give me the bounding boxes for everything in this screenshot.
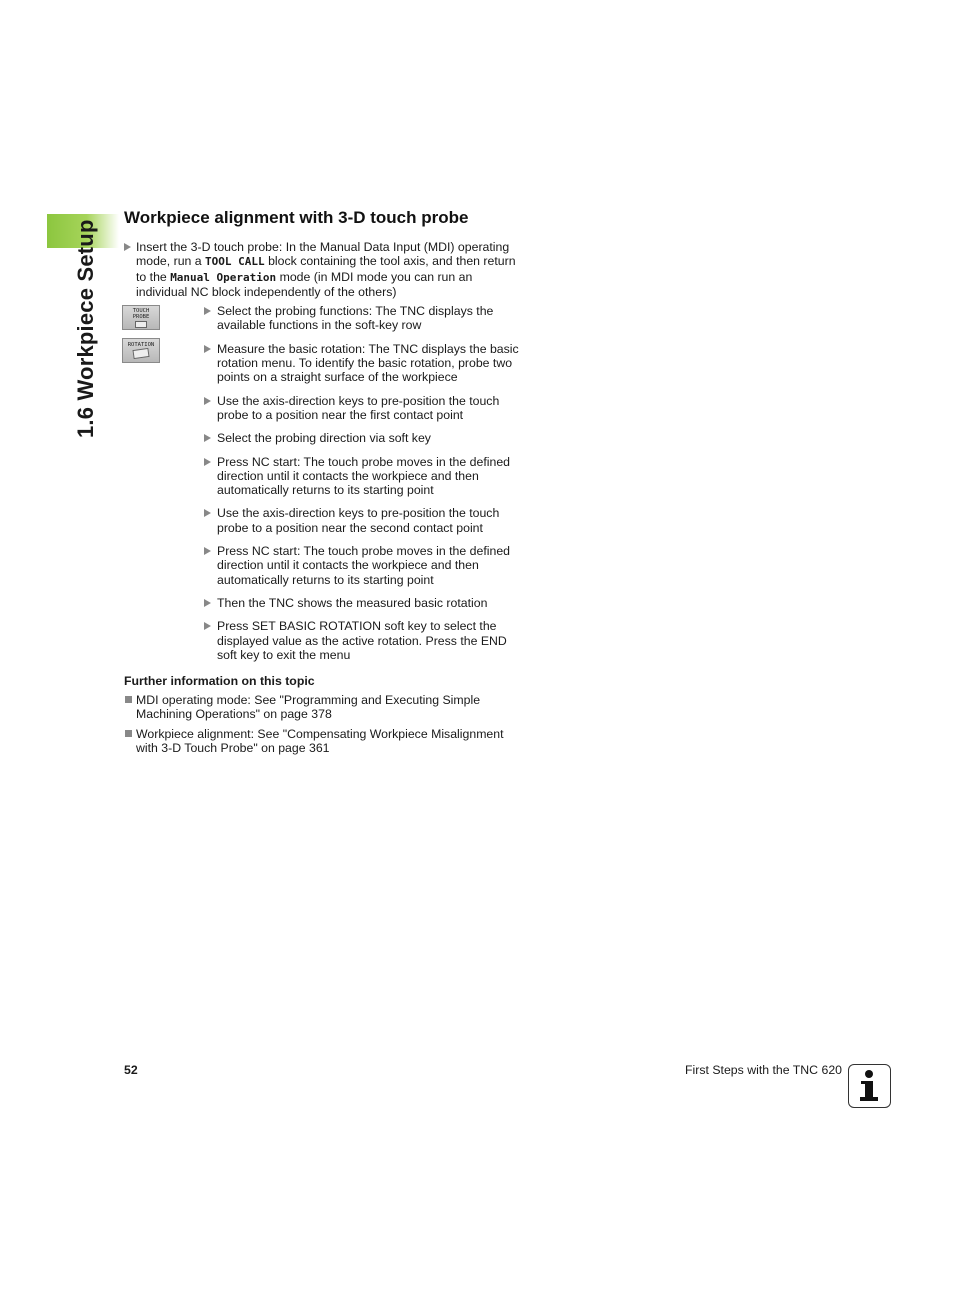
triangle-right-icon bbox=[204, 509, 211, 517]
intro-step: Insert the 3-D touch probe: In the Manual Data Input (MDI) operating mode, run a TOOL CALL block containing the tool axis, and then return to the Manual Operation mode (in MDI mode you can run an individual NC block independently of the others) bbox=[124, 240, 524, 299]
step-item: Use the axis-direction keys to pre-position the touch probe to a position near the first contact point bbox=[204, 394, 524, 423]
page-heading: Workpiece alignment with 3-D touch probe bbox=[124, 208, 469, 227]
square-icon bbox=[125, 730, 132, 737]
step-item: ROTATION Measure the basic rotation: The TNC displays the basic rotation menu. To identify the basic rotation, probe two points on a straight surface of the workpiece bbox=[204, 342, 524, 385]
info-icon bbox=[848, 1064, 891, 1108]
square-icon bbox=[125, 696, 132, 703]
probe-glyph-icon bbox=[135, 321, 147, 328]
triangle-right-icon bbox=[204, 307, 211, 315]
triangle-right-icon bbox=[124, 243, 131, 251]
rotation-glyph-icon bbox=[132, 348, 149, 359]
step-item: Press NC start: The touch probe moves in the defined direction until it contacts the workpiece and then automatically returns to its starting point bbox=[204, 455, 524, 498]
triangle-right-icon bbox=[204, 458, 211, 466]
step-item: Press NC start: The touch probe moves in the defined direction until it contacts the workpiece and then automatically returns to its starting point bbox=[204, 544, 524, 587]
step-item: Press SET BASIC ROTATION soft key to select the displayed value as the active rotation. Press the END soft key to exit the menu bbox=[204, 619, 524, 662]
triangle-right-icon bbox=[204, 599, 211, 607]
step-item: Use the axis-direction keys to pre-position the touch probe to a position near the second contact point bbox=[204, 506, 524, 535]
step-item: TOUCH PROBE Select the probing functions: The TNC displays the available functions in the soft-key row bbox=[204, 304, 524, 333]
triangle-right-icon bbox=[204, 345, 211, 353]
code-manual-operation: Manual Operation bbox=[170, 270, 277, 284]
further-info-heading: Further information on this topic bbox=[124, 674, 315, 689]
main-content bbox=[124, 208, 524, 755]
step-item: Then the TNC shows the measured basic rotation bbox=[204, 596, 524, 610]
footer-title: First Steps with the TNC 620 bbox=[685, 1063, 842, 1077]
triangle-right-icon bbox=[204, 622, 211, 630]
triangle-right-icon bbox=[204, 397, 211, 405]
step-item: Select the probing direction via soft key bbox=[204, 431, 524, 445]
triangle-right-icon bbox=[204, 547, 211, 555]
triangle-right-icon bbox=[204, 434, 211, 442]
page-number: 52 bbox=[124, 1063, 138, 1077]
touch-probe-softkey[interactable]: TOUCH PROBE bbox=[122, 305, 160, 330]
further-info-item: Workpiece alignment: See "Compensating Workpiece Misalignment with 3-D Touch Probe" on page 361 bbox=[124, 727, 524, 756]
rotation-softkey[interactable]: ROTATION bbox=[122, 338, 160, 363]
section-tab-title: 1.6 Workpiece Setup bbox=[73, 219, 98, 438]
code-tool-call: TOOL CALL bbox=[205, 255, 265, 269]
further-info-item: MDI operating mode: See "Programming and Executing Simple Machining Operations" on page 378 bbox=[124, 693, 524, 722]
